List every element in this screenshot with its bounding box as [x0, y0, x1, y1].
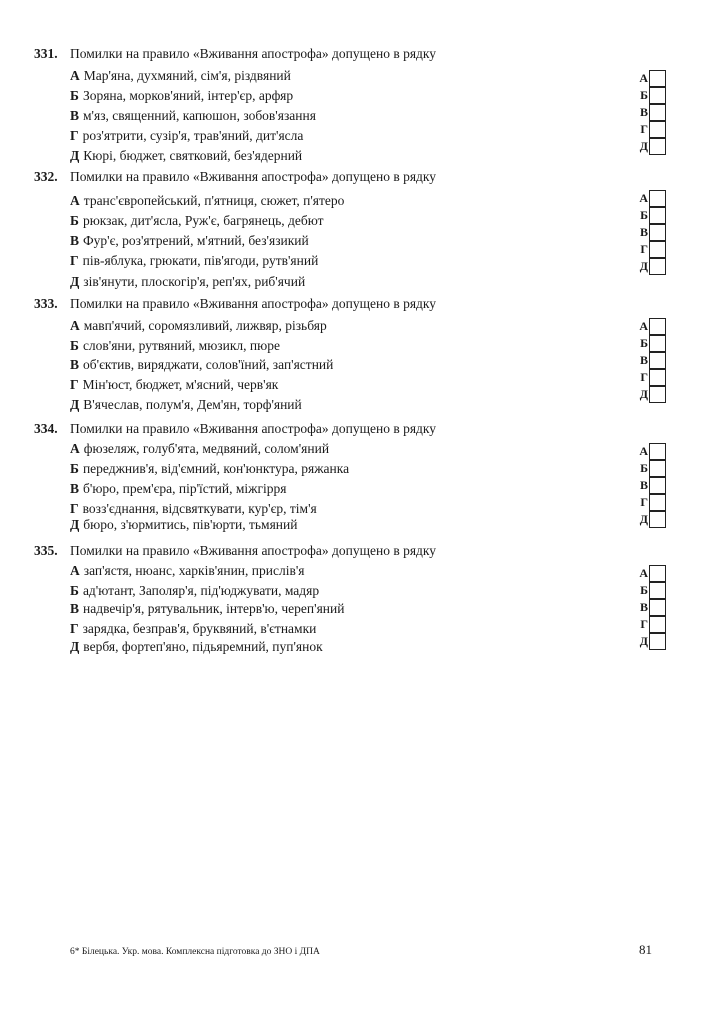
footer-citation: 6* Білецька. Укр. мова. Комплексна підготовка до ЗНО і ДПА — [70, 947, 320, 957]
answer-checkbox[interactable] — [649, 335, 666, 352]
option-text: Кюрі, бюджет, святковий, без'ядерний — [83, 148, 303, 163]
option-text: зарядка, безправ'я, бруквяний, в'єтнамки — [82, 621, 317, 636]
option-text: ад'ютант, Заполяр'я, під'юджувати, мадяр — [82, 583, 320, 598]
answer-checkbox[interactable] — [649, 121, 666, 138]
answer-option — [70, 193, 344, 209]
answer-checkbox[interactable] — [649, 494, 666, 511]
answer-option — [70, 621, 316, 637]
question-stem: Помилки на правило «Вживання апострофа» допущено в рядку — [70, 169, 437, 184]
option-letter: Г — [70, 128, 79, 143]
answer-checkbox[interactable] — [649, 138, 666, 155]
option-letter: Б — [70, 213, 79, 228]
option-letter: Г — [70, 253, 79, 268]
answer-checkbox[interactable] — [649, 241, 666, 258]
option-text: фюзеляж, голуб'ята, медвяний, солом'яний — [83, 441, 330, 456]
question-number: 334. — [34, 421, 58, 436]
answer-option — [70, 88, 293, 104]
option-letter: А — [70, 68, 80, 83]
option-letter: Б — [70, 583, 79, 598]
answer-checkbox[interactable] — [649, 616, 666, 633]
answer-checkbox[interactable] — [649, 460, 666, 477]
option-letter: В — [70, 233, 80, 248]
answer-option — [70, 481, 287, 497]
answer-checkbox[interactable] — [649, 207, 666, 224]
option-letter: Б — [70, 461, 79, 476]
answer-letter: Д — [639, 259, 648, 273]
option-text: рюкзак, дит'ясла, Руж'є, багрянець, дебют — [82, 213, 324, 228]
answer-letter: В — [639, 600, 648, 614]
answer-letter: Б — [640, 583, 648, 597]
option-text: бюро, з'юрмитись, пів'юрти, тьмяний — [83, 517, 298, 532]
question-stem: Помилки на правило «Вживання апострофа» допущено в рядку — [70, 543, 437, 558]
answer-option — [70, 274, 305, 290]
answer-letter: В — [639, 353, 648, 367]
question-stem: Помилки на правило «Вживання апострофа» допущено в рядку — [70, 296, 437, 311]
question-number: 335. — [34, 543, 58, 558]
option-text: об'єктив, виряджати, солов'їний, зап'ястний — [83, 357, 334, 372]
option-text: Мар'яна, духмяний, сім'я, різдвяний — [83, 68, 291, 83]
answer-checkbox[interactable] — [649, 511, 666, 528]
answer-letter: Г — [640, 495, 648, 509]
answer-option — [70, 68, 291, 84]
answer-option — [70, 148, 302, 164]
answer-checkbox[interactable] — [649, 70, 666, 87]
answer-checkbox[interactable] — [649, 318, 666, 335]
option-letter: В — [70, 108, 80, 123]
option-letter: В — [70, 601, 80, 616]
page-number: 81 — [639, 942, 652, 957]
option-letter: Г — [70, 377, 79, 392]
question-stem: Помилки на правило «Вживання апострофа» допущено в рядку — [70, 46, 437, 61]
option-text: В'ячеслав, полум'я, Дем'ян, торф'яний — [83, 397, 302, 412]
option-text: б'юро, прем'єра, пір'їстий, міжгірря — [83, 481, 287, 496]
option-text: слов'яни, рутвяний, мюзикл, пюре — [82, 338, 280, 353]
answer-checkbox[interactable] — [649, 633, 666, 650]
answer-option — [70, 253, 318, 269]
answer-letter: В — [639, 105, 648, 119]
answer-option — [70, 377, 278, 393]
answer-checkbox[interactable] — [649, 352, 666, 369]
answer-option — [70, 108, 316, 124]
answer-letter: А — [639, 444, 648, 458]
option-letter: Г — [70, 621, 79, 636]
answer-option — [70, 461, 349, 477]
option-letter: А — [70, 318, 80, 333]
answer-checkbox[interactable] — [649, 87, 666, 104]
answer-letter: Д — [639, 512, 648, 526]
option-text: Мін'юст, бюджет, м'ясний, черв'як — [82, 377, 279, 392]
answer-checkbox[interactable] — [649, 565, 666, 582]
option-letter: Б — [70, 338, 79, 353]
option-text: Фур'є, роз'ятрений, м'ятний, без'язикий — [83, 233, 309, 248]
answer-checkbox[interactable] — [649, 369, 666, 386]
option-text: зів'янути, плоскогір'я, реп'ях, риб'ячий — [83, 274, 306, 289]
answer-letter: Г — [640, 617, 648, 631]
answer-letter: Б — [640, 88, 648, 102]
answer-option — [70, 233, 309, 249]
option-text: Зоряна, морков'яний, інтер'єр, арфяр — [82, 88, 294, 103]
answer-checkbox[interactable] — [649, 386, 666, 403]
option-letter: А — [70, 193, 80, 208]
question-number: 332. — [34, 169, 58, 184]
answer-checkbox[interactable] — [649, 599, 666, 616]
option-text: роз'ятрити, сузір'я, трав'яний, дит'ясла — [82, 128, 304, 143]
option-letter: Г — [70, 501, 79, 516]
answer-letter: А — [639, 191, 648, 205]
option-letter: Д — [70, 397, 80, 412]
answer-option — [70, 639, 323, 655]
answer-option — [70, 338, 280, 354]
answer-option — [70, 441, 329, 457]
answer-option — [70, 583, 319, 599]
option-text: надвечір'я, рятувальник, інтерв'ю, череп'яний — [83, 601, 345, 616]
answer-letter: Д — [639, 139, 648, 153]
answer-letter: Б — [640, 461, 648, 475]
option-letter: Д — [70, 517, 80, 532]
answer-letter: В — [639, 225, 648, 239]
answer-checkbox[interactable] — [649, 443, 666, 460]
answer-checkbox[interactable] — [649, 477, 666, 494]
answer-checkbox[interactable] — [649, 104, 666, 121]
answer-option — [70, 397, 302, 413]
answer-letter: Б — [640, 208, 648, 222]
option-text: возз'єднання, відсвяткувати, кур'єр, тім'я — [82, 501, 317, 516]
answer-letter: Г — [640, 370, 648, 384]
answer-letter: Б — [640, 336, 648, 350]
question-number: 331. — [34, 46, 58, 61]
answer-letter: Г — [640, 122, 648, 136]
option-text: переджнив'я, від'ємний, кон'юнктура, ряжанка — [82, 461, 350, 476]
question-stem: Помилки на правило «Вживання апострофа» допущено в рядку — [70, 421, 437, 436]
answer-letter: Г — [640, 242, 648, 256]
option-letter: Б — [70, 88, 79, 103]
answer-option — [70, 517, 297, 533]
answer-letter: Д — [639, 387, 648, 401]
answer-letter: В — [639, 478, 648, 492]
option-text: транс'європейський, п'ятниця, сюжет, п'ятеро — [83, 193, 345, 208]
option-letter: Д — [70, 639, 80, 654]
option-letter: А — [70, 563, 80, 578]
option-text: пів-яблука, грюкати, пів'ягоди, рутв'яний — [82, 253, 319, 268]
answer-letter: А — [639, 71, 648, 85]
answer-option — [70, 563, 304, 579]
question-number: 333. — [34, 296, 58, 311]
option-text: вербя, фортеп'яно, підьяремний, пуп'янок — [83, 639, 323, 654]
answer-checkbox[interactable] — [649, 224, 666, 241]
option-text: зап'ястя, нюанс, харків'янин, прислів'я — [83, 563, 305, 578]
answer-letter: А — [639, 319, 648, 333]
answer-option — [70, 357, 333, 373]
answer-checkbox[interactable] — [649, 582, 666, 599]
answer-option — [70, 318, 327, 334]
answer-letter: Д — [639, 634, 648, 648]
answer-option — [70, 128, 303, 144]
option-letter: В — [70, 357, 80, 372]
answer-checkbox[interactable] — [649, 190, 666, 207]
option-letter: А — [70, 441, 80, 456]
option-text: м'яз, священний, капюшон, зобов'язання — [83, 108, 316, 123]
answer-option — [70, 601, 344, 617]
option-letter: Д — [70, 274, 80, 289]
option-letter: В — [70, 481, 80, 496]
answer-option — [70, 213, 324, 229]
answer-checkbox[interactable] — [649, 258, 666, 275]
answer-option — [70, 501, 317, 517]
option-letter: Д — [70, 148, 80, 163]
option-text: мавп'ячий, соромязливий, лижвяр, різьбяр — [83, 318, 327, 333]
answer-letter: А — [639, 566, 648, 580]
